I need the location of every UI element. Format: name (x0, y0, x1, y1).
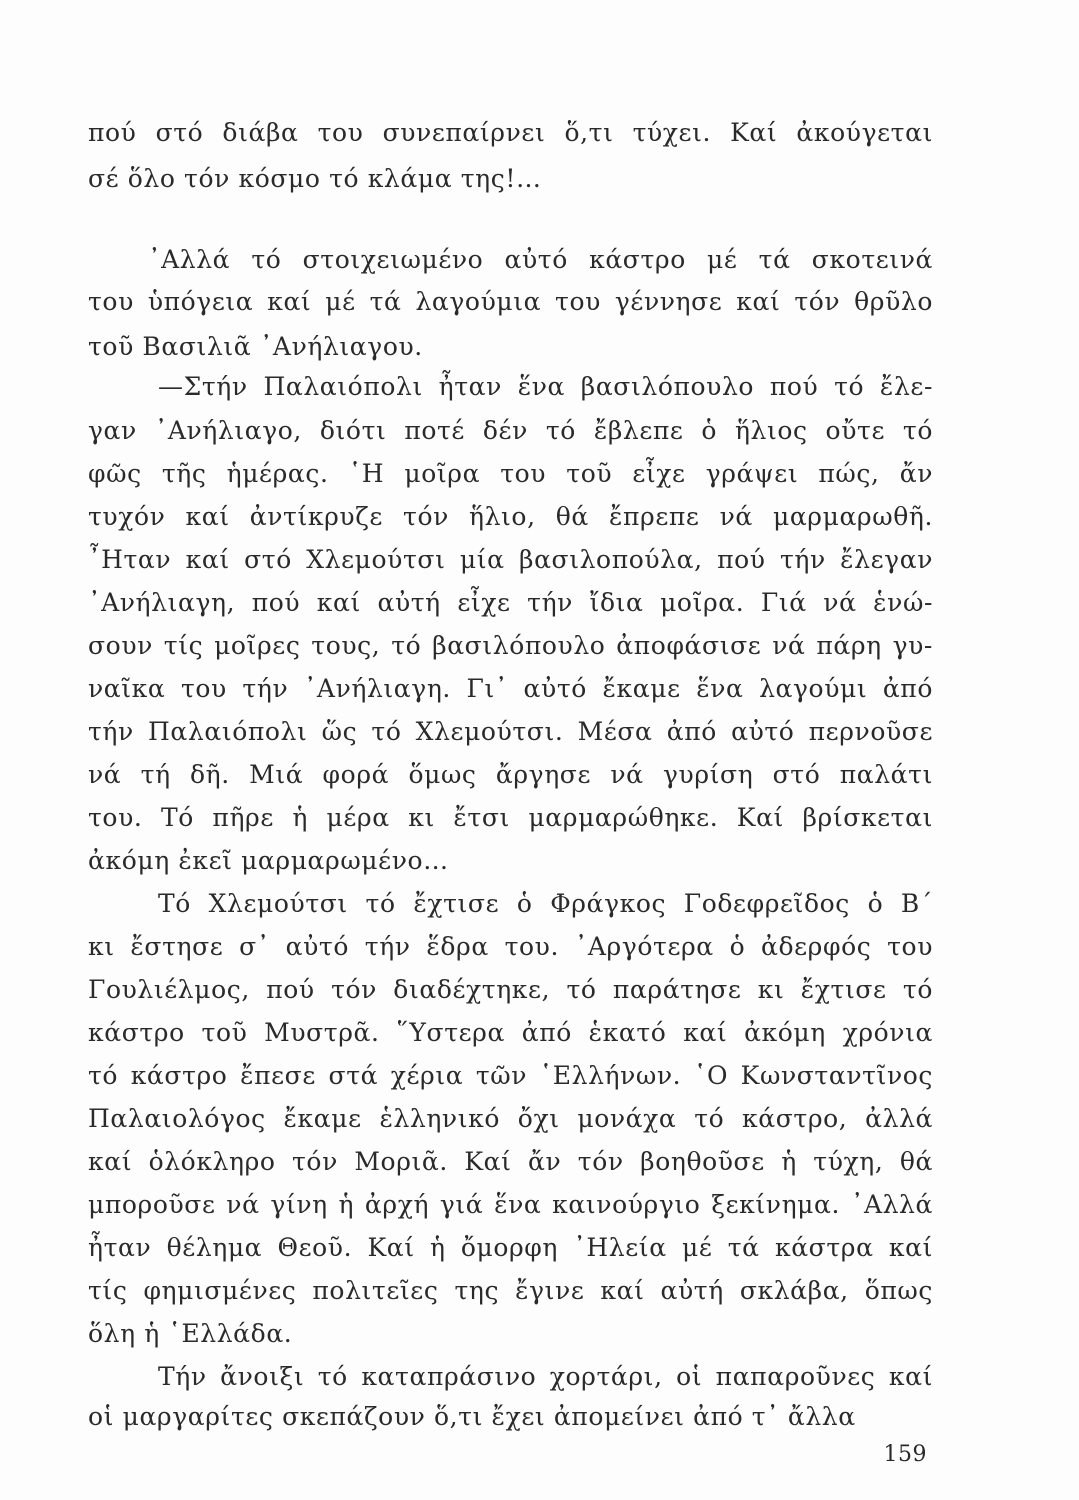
text-line: τυχόν καί ἀντίκρυζε τόν ἥλιο, θά ἔπρεπε νά μαρμαρωθῆ. (88, 502, 933, 531)
text-line: ναῖκα του τήν ᾿Ανήλιαγη. Γι᾿ αὐτό ἔκαμε ἕνα λαγούμι ἀπό (88, 674, 933, 703)
text-line: οἱ μαργαρίτες σκεπάζουν ὅ,τι ἔχει ἀπομείνει ἀπό τ᾿ ἄλλα (88, 1402, 856, 1431)
text-line: τοῦ Βασιλιᾶ ᾿Ανήλιαγου. (88, 332, 423, 361)
text-line: ἀκόμη ἐκεῖ μαρμαρωμένο… (88, 846, 449, 875)
text-line: πού στό διάβα του συνεπαίρνει ὅ,τι τύχει. Καί ἀκούγεται (88, 118, 933, 147)
text-line: του. Τό πῆρε ἡ μέρα κι ἔτσι μαρμαρώθηκε. Καί βρίσκεται (88, 803, 933, 832)
text-line: του ὑπόγεια καί μέ τά λαγούμια του γέννησε καί τόν θρῦλο (88, 287, 933, 316)
text-line: τό κάστρο ἔπεσε στά χέρια τῶν ῾Ελλήνων. ῾Ο Κωνσταντῖνος (88, 1061, 933, 1090)
text-line: ἦταν θέλημα Θεοῦ. Καί ἡ ὄμορφη ᾿Ηλεία μέ τά κάστρα καί (88, 1233, 933, 1262)
text-line: σουν τίς μοῖρες τους, τό βασιλόπουλο ἀποφάσισε νά πάρη γυ- (88, 631, 933, 660)
text-line: γαν ᾿Ανήλιαγο, διότι ποτέ δέν τό ἔβλεπε ὁ ἥλιος οὔτε τό (88, 416, 933, 445)
text-line: κάστρο τοῦ Μυστρᾶ. ῞Υστερα ἀπό ἑκατό καί ἀκόμη χρόνια (88, 1018, 933, 1047)
text-line: ᾿Ανήλιαγη, πού καί αὐτή εἶχε τήν ἴδια μοῖρα. Γιά νά ἑνώ- (88, 588, 933, 617)
text-line: φῶς τῆς ἡμέρας. ῾Η μοῖρα του τοῦ εἶχε γράψει πώς, ἄν (88, 459, 933, 488)
text-line: τήν Παλαιόπολι ὥς τό Χλεμούτσι. Μέσα ἀπό αὐτό περνοῦσε (88, 717, 933, 746)
text-line: Τήν ἄνοιξι τό καταπράσινο χορτάρι, οἱ παπαροῦνες καί (158, 1362, 933, 1391)
text-line: καί ὁλόκληρο τόν Μοριᾶ. Καί ἄν τόν βοηθοῦσε ἡ τύχη, θά (88, 1147, 933, 1176)
text-line: μποροῦσε νά γίνη ἡ ἀρχή γιά ἕνα καινούργιο ξεκίνημα. ᾿Αλλά (88, 1190, 933, 1219)
text-line: ὅλη ἡ ῾Ελλάδα. (88, 1319, 293, 1348)
text-line: ᾿Αλλά τό στοιχειωμένο αὐτό κάστρο μέ τά σκοτεινά (148, 245, 933, 274)
text-line: κι ἔστησε σ᾿ αὐτό τήν ἕδρα του. ᾿Αργότερα ὁ ἀδερφός του (88, 932, 933, 961)
text-line: —Στήν Παλαιόπολι ἦταν ἕνα βασιλόπουλο πού τό ἔλε- (158, 372, 933, 401)
text-line: ῏Ηταν καί στό Χλεμούτσι μία βασιλοπούλα, πού τήν ἔλεγαν (88, 545, 933, 574)
text-line: Τό Χλεμούτσι τό ἔχτισε ὁ Φράγκος Γοδεφρεῖδος ὁ Β΄ (158, 889, 933, 918)
text-line: Γουλιέλμος, πού τόν διαδέχτηκε, τό παράτησε κι ἔχτισε τό (88, 975, 933, 1004)
text-line: τίς φημισμένες πολιτεῖες της ἔγινε καί αὐτή σκλάβα, ὅπως (88, 1276, 933, 1305)
text-line: νά τή δῆ. Μιά φορά ὅμως ἄργησε νά γυρίση στό παλάτι (88, 760, 933, 789)
text-line: σέ ὅλο τόν κόσμο τό κλάμα της!… (88, 164, 542, 193)
text-line: Παλαιολόγος ἔκαμε ἑλληνικό ὄχι μονάχα τό κάστρο, ἀλλά (88, 1104, 933, 1133)
page-number: 159 (883, 1442, 927, 1467)
